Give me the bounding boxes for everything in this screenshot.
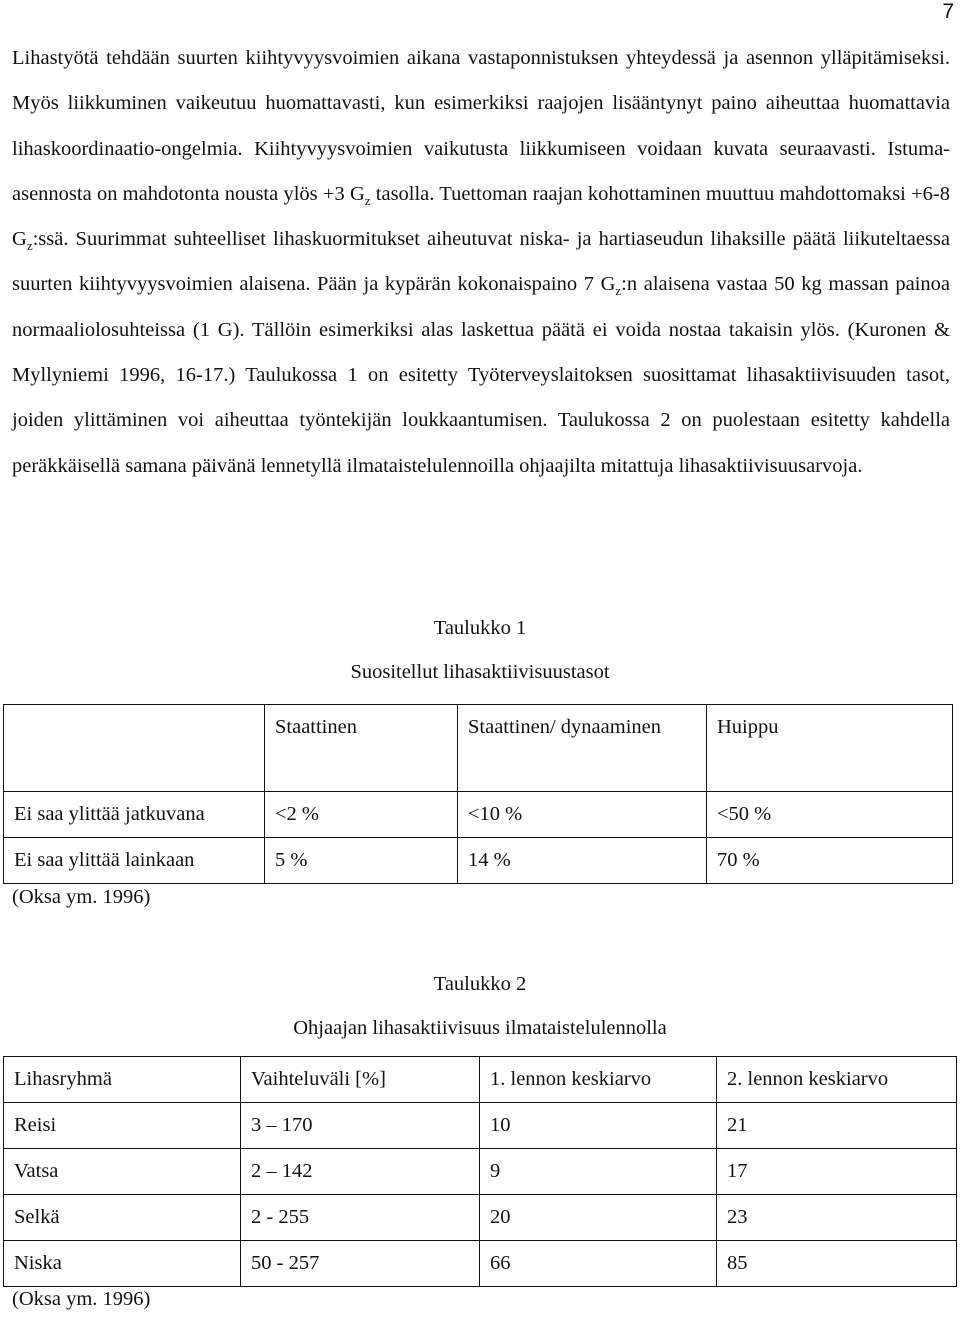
table2-cell: 23	[717, 1195, 957, 1241]
table1-cell: <50 %	[707, 792, 953, 838]
table1-header-cell	[4, 705, 265, 792]
table-pilot-muscle-activity	[3, 1056, 957, 1287]
table2-caption: Taulukko 2	[433, 973, 527, 995]
table2-cell: 50 - 257	[241, 1241, 480, 1287]
table2-header-cell: 2. lennon keskiarvo	[717, 1057, 957, 1103]
table-row	[4, 1195, 957, 1241]
table2-cell: 9	[480, 1149, 717, 1195]
table2-cell: 66	[480, 1241, 717, 1287]
table2-cell: Reisi	[4, 1103, 241, 1149]
paragraph-text-1: Lihastyötä tehdään suurten kiihtyvyysvoimien aikana vastaponnistuksen yhteydessä ja asennon ylläpitämiseksi. Myös liikkuminen vaikeutuu huomattavasti, kun esimerkiksi raajojen lisääntynyt paino aiheuttaa huomattavia lihaskoordinaatio-ongelmia. Kiihtyvyysvoimien vaikutusta liikkumiseen voidaan kuvata seuraavasti. Istuma-asennosta on mahdotonta nousta ylös +3 G	[12, 47, 950, 205]
table-row	[4, 1149, 957, 1195]
table2-cell: 21	[717, 1103, 957, 1149]
table-recommended-activity-levels	[3, 704, 953, 884]
subscript-z-1: z	[364, 192, 371, 208]
table2-cell: 2 – 142	[241, 1149, 480, 1195]
table2-cell: 10	[480, 1103, 717, 1149]
table1-cell: 70 %	[707, 838, 953, 884]
paragraph-text-3: :ssä. Suurimmat suhteelliset lihaskuormitukset aiheutuvat niska- ja hartiaseudun lihaksille päätä liikuteltaessa suurten kiihtyvyysvoimien alaisena. Pään ja kypärän kokonaispaino 7 G	[12, 228, 950, 296]
table1-cell: Ei saa ylittää lainkaan	[4, 838, 265, 884]
table1-title: Suositellut lihasaktiivisuustasot	[350, 661, 610, 683]
table2-cell: 20	[480, 1195, 717, 1241]
page-number: 7	[942, 0, 954, 23]
table1-header-cell: Huippu	[707, 705, 953, 792]
subscript-z-2: z	[26, 238, 33, 254]
paragraph-text-2: tasolla. Tuettoman raajan kohottaminen muuttuu mahdottomaksi +6-8 G	[12, 182, 951, 251]
table2-cell: 85	[717, 1241, 957, 1287]
table1-caption: Taulukko 1	[433, 617, 527, 639]
table1-cell: 5 %	[265, 838, 458, 884]
table2-cell: Selkä	[4, 1195, 241, 1241]
table-row	[4, 838, 953, 884]
table2-cell: 17	[717, 1149, 957, 1195]
table1-cell: <10 %	[458, 792, 707, 838]
table2-header-row	[4, 1057, 957, 1103]
table2-header-cell: Vaihteluväli [%]	[241, 1057, 480, 1103]
table1-header-row	[4, 705, 953, 792]
table2-cell: Vatsa	[4, 1149, 241, 1195]
subscript-z-3: z	[615, 283, 622, 299]
paragraph-text-4: :n alaisena vastaa 50 kg massan painoa normaaliolosuhteissa (1 G). Tällöin esimerkiksi alas laskettua päätä ei voida nostaa takaisin ylös. (Kuronen & Myllyniemi 1996, 16-17.) Taulukossa 1 on esitetty Työterveyslaitoksen suosittamat lihasaktiivisuuden tasot, joiden ylittäminen voi aiheuttaa työntekijän loukkaantumisen. Taulukossa 2 on puolestaan esitetty kahdella peräkkäisellä samana päivänä lennetyllä ilmataistelulennoilla ohjaajilta mitattuja lihasaktiivisuusarvoja.	[12, 273, 950, 477]
table1-cell: <2 %	[265, 792, 458, 838]
table2-cell: 3 – 170	[241, 1103, 480, 1149]
table2-header-cell: Lihasryhmä	[4, 1057, 241, 1103]
table-row	[4, 1241, 957, 1287]
table-row	[4, 1103, 957, 1149]
table2-title: Ohjaajan lihasaktiivisuus ilmataistelulennolla	[293, 1017, 667, 1039]
table1-header-cell: Staattinen	[265, 705, 458, 792]
table-row	[4, 792, 953, 838]
table1-cell: 14 %	[458, 838, 707, 884]
table2-header-cell: 1. lennon keskiarvo	[480, 1057, 717, 1103]
table1-cell: Ei saa ylittää jatkuvana	[4, 792, 265, 838]
table1-header-cell: Staattinen/ dynaaminen	[458, 705, 707, 792]
table2-cell: 2 - 255	[241, 1195, 480, 1241]
table2-cell: Niska	[4, 1241, 241, 1287]
table1-source: (Oksa ym. 1996)	[12, 886, 151, 908]
table2-source: (Oksa ym. 1996)	[12, 1288, 151, 1310]
body-paragraph	[12, 36, 950, 489]
